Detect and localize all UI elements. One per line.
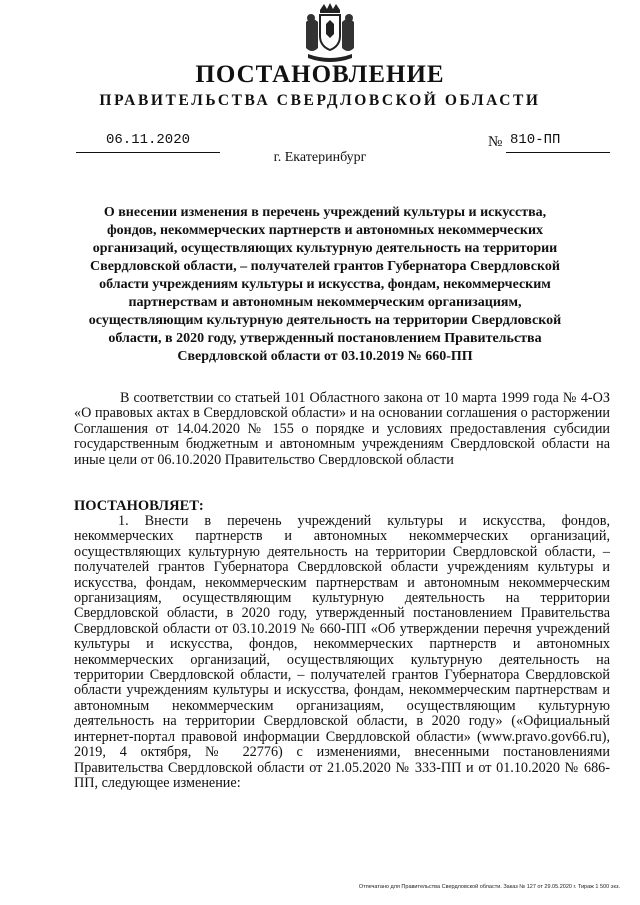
resolves-label: ПОСТАНОВЛЯЕТ: [74, 498, 204, 514]
document-title: ПОСТАНОВЛЕНИЕ [195, 61, 445, 88]
body-paragraph-item-1: 1. Внести в перечень учреждений культуры и искусства, фондов, некоммерческих партнерств и автономных некоммерческих организаций, осуществляющих культурную деятельность на территории Свердловской области, – получателей грантов Губернатора Свердловской области учреждениям культуры и искусства, фондам, некоммерческим партнерствам и автономным некоммерческим организациям, осуществляющим культурную деятельность на территории Свердловской области, в 2020 году, утвержденный постановлением Правительства Свердловской области от 03.10.2019 № 660-ПП «Об утверждении перечня учреждений культуры и искусства, фондов, некоммерческих партнерств и автономных некоммерческих организаций, осуществляющих культурную деятельность на территории Свердловской области, – получателей грантов Губернатора Свердловской области учреждениям культуры и искусства, фондам, некоммерческим партнерствам и автономным некоммерческим организациям, осуществляющим культурную деятельность на территории Свердловской области, в 2020 году» («Официальный интернет-портал правовой информации Свердловской области» (www.pravo.gov66.ru), 2019, 4 октября, № 22776) с изменениями, внесенными постановлениями Правительства Свердловской области от 21.05.2020 № 333-ПП и от 01.10.2020 № 686-ПП, следующее изменение: [74, 513, 610, 791]
document-date: 06.11.2020 [76, 132, 220, 153]
document-city: г. Екатеринбург [273, 150, 367, 165]
print-note: Отпечатано для Правительства Свердловской области. Заказ № 127 от 29.05.2020 г. Тираж 1 500 экз. [358, 884, 620, 890]
body-paragraph-preamble: В соответствии со статьей 101 Областного закона от 10 марта 1999 года № 4-ОЗ «О правовых актах в Свердловской области» и на основании соглашения о расторжении Соглашения от 14.04.2020 № 155 о порядке и условиях предоставления субсидии государственным бюджетным и автономным учреждениям Свердловской области на иные цели от 06.10.2020 Правительство Свердловской области [74, 390, 610, 468]
document-heading: О внесении изменения в перечень учреждений культуры и искусства, фондов, некоммерческих партнерств и автономных некоммерческих организаций, осуществляющих культурную деятельность на территории Свердловской области, – получателей грантов Губернатора Свердловской области учреждениям культуры и искусства, фондам, некоммерческим партнерствам и автономным некоммерческим организациям, осуществляющим культурную деятельность на территории Свердловской области, в 2020 году, утвержденный постановлением Правительства Свердловской области от 03.10.2019 № 660-ПП [88, 205, 562, 364]
number-sign: № [488, 134, 503, 150]
document-number: 810-ПП [510, 132, 561, 148]
document-subtitle: ПРАВИТЕЛЬСТВА СВЕРДЛОВСКОЙ ОБЛАСТИ [99, 92, 541, 109]
coat-of-arms-icon [298, 2, 362, 66]
